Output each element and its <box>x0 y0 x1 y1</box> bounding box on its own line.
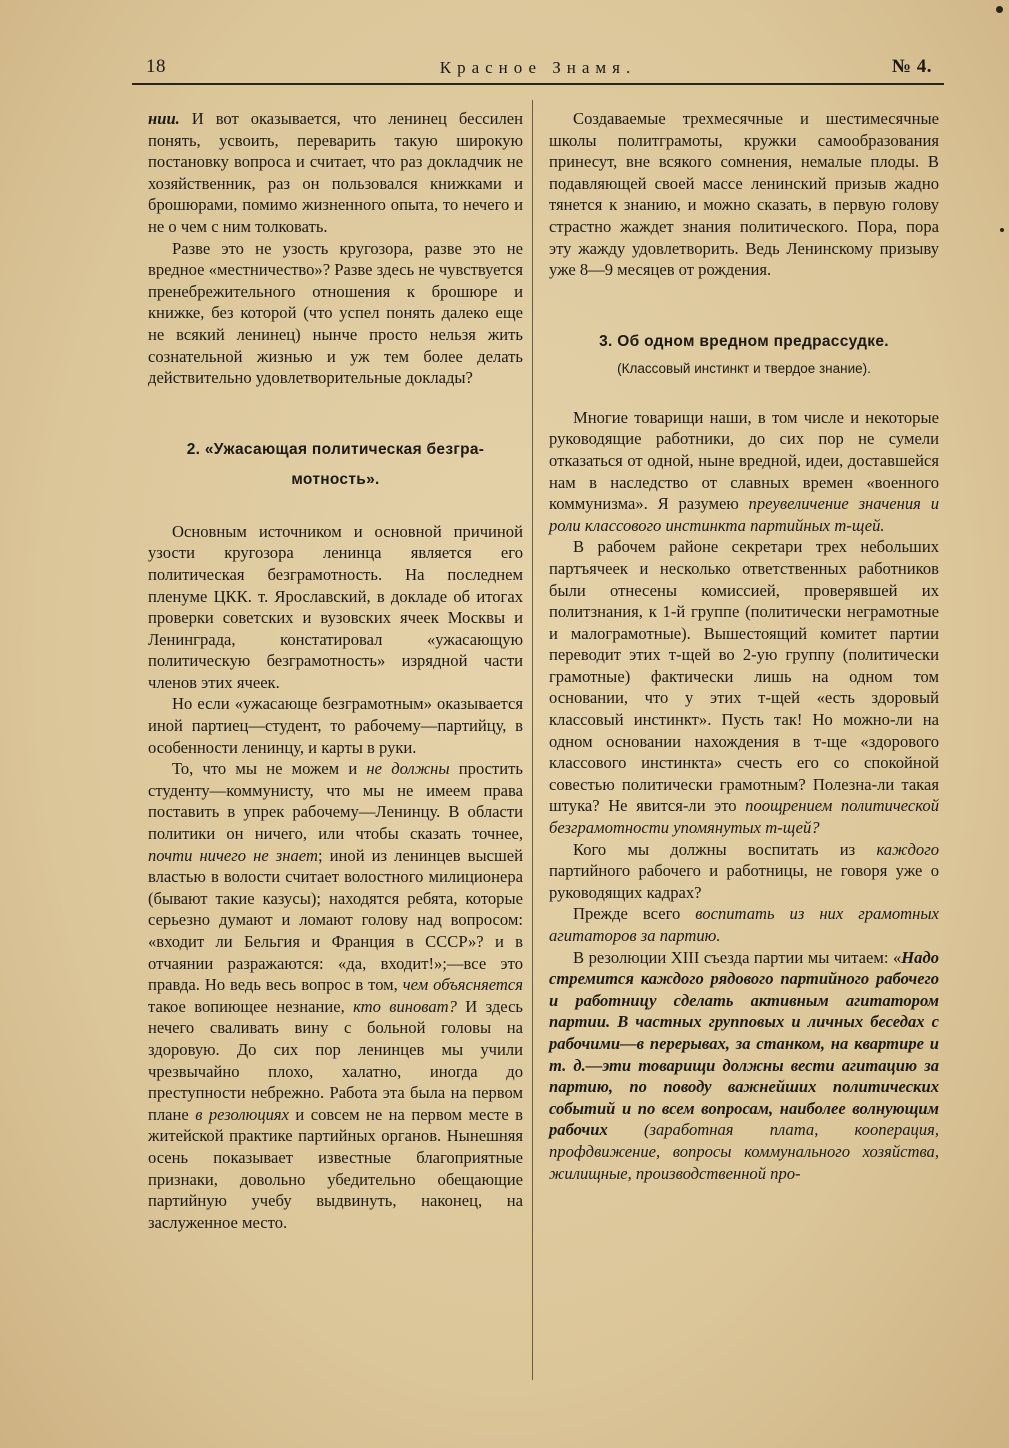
left-column <box>148 108 523 1233</box>
paragraph: Разве это не узость кругозора, разве это не вредное «местничество»? Разве здесь не чувствуется пренебрежительного отношения к брошюре и книжке, без которой (что успел понять далеко еще не всякий ленинец) нынче просто нельзя жить сознательной жизнью и уж тем более делать действительно удовлетворительные доклады? <box>148 238 523 388</box>
text-fragment: простить студенту—коммунисту, что мы не имеем права поставить в упрек рабочему—Ленинцу. В области политики он ничего, или чтобы сказать точнее, <box>148 759 523 844</box>
section-subheading-3: (Классовый инстинкт и твердое знание). <box>617 360 871 376</box>
paragraph <box>549 947 939 1185</box>
heading-line: мотность». <box>291 470 380 488</box>
text-fragment: То, что мы не можем и <box>172 759 367 779</box>
text-fragment: партийного рабочего и работницы, не говоря уже о руководящих кадрах? <box>549 861 939 902</box>
paragraph <box>549 536 939 838</box>
paragraph: Создаваемые трехмесячные и шестимесячные школы политграмоты, кружки самообразования принесут, вне всякого сомнения, немалые плоды. В подавляющей своей массе ленинский призыв жадно тянется к знанию, и можно сказать, в первую голову страстно жаждет знания политического. Пора, пора эту жажду удовлетворить. Ведь Ленинскому призыву уже 8—9 месяцев от рождения. <box>549 109 939 280</box>
header-rule <box>132 83 944 85</box>
italic-fragment: в резолюциях <box>195 1104 290 1124</box>
text-fragment: Прежде всего <box>573 904 696 924</box>
paper-speck <box>1000 228 1004 232</box>
section-heading-3: 3. Об одном вредном предрассудке. <box>599 332 889 350</box>
paper-speck <box>996 6 1003 13</box>
text-fragment: И здесь нечего сваливать вину с больной головы на здоровую. До сих пор ленинцев мы учили чрезвычайно плохо, халатно, иногда до преступности небрежно. Работа эта была на первом плане <box>148 996 523 1124</box>
italic-fragment: (заработная плата, кооперация, профдвижение, вопросы коммунального хозяйства, жилищные, производственной про- <box>549 1120 939 1183</box>
text-fragment: В резолюции XIII съезда партии мы читаем: « <box>573 947 902 967</box>
text-fragment: И вот оказывается, что ленинец бессилен понять, усвоить, переварить такую широкую постановку вопроса и считает, что раз докладчик не хозяйственник, раз он пользовался книжками и брошюрами, помимо жизненного опыта, то нечего и не о чем с ним толковать. <box>148 109 523 236</box>
italic-fragment: чем объясняется <box>402 975 523 995</box>
right-column <box>549 108 939 1184</box>
running-header <box>132 56 944 82</box>
text-fragment: Многие товарищи наши, в том числе и некоторые руководящие работники, до сих пор не сумели отказаться от одной, ныне вредной, идеи, доставшейся нам в наследство от славных времен «военного коммунизма». Я разумею <box>549 407 939 514</box>
column-divider <box>532 100 533 1380</box>
page-number: 18 <box>146 56 166 77</box>
bold-italic-fragment: Надо стремится каждого рядового партийного рабочего и работницу сделать активным агитатором партии. В частных групповых и личных беседах с рабочими—в перерывах, за станком, на квартире и т. д.—эти товарищи должны вести агитацию за партию, по поводу важнейших политических событий и по всем вопросам, наиболее волнующим рабочих <box>549 947 939 1140</box>
paragraph: Основным источником и основной причиной узости кругозора ленинца является его политическая безграмотность. На последнем пленуме ЦКК. т. Ярославский, в докладе об итогах проверки советских и вузовских ячеек Москвы и Ленинграда, констатировал «ужасающую политическую безграмотность» изрядной части членов этих ячеек. <box>148 521 523 692</box>
italic-fragment: преувеличение значения и роли классового инстинкта партийных т-щей. <box>549 494 939 535</box>
issue-number: № 4. <box>891 56 932 77</box>
paragraph <box>148 108 523 238</box>
text-fragment: Кого мы должны воспитать из <box>573 839 877 859</box>
journal-title: Красное Знамя. <box>439 58 637 77</box>
text-fragment: и совсем не на первом месте в житейской практике партийных органов. Нынешняя осень показывает известные благоприятные признаки, довольно убедительно обещающие партийную учебу выдвинуть, наконец, на заслуженное место. <box>148 1104 523 1232</box>
paragraph <box>549 407 939 537</box>
italic-fragment: не должны <box>366 759 450 779</box>
italic-fragment: кто виноват? <box>353 996 457 1016</box>
italic-fragment: воспитать из них грамотных агитаторов за партию. <box>549 904 939 945</box>
italic-fragment: поощрением политической безграмотности упомянутых т-щей? <box>549 796 940 838</box>
paragraph <box>549 903 939 946</box>
text-fragment: ; иной из ленинцев высшей властью в волости считает волостного милиционера (бывают такие казусы); находятся ребята, которые серьезно думают и ломают голову над вопросом: «входит ли Бельгия и Франция в СССР»? и в отчаянии разражаются: «да, входит!»;—все это правда. Но ведь весь вопрос в том, <box>148 845 523 995</box>
paragraph: Но если «ужасающе безграмотным» оказывается иной партиец—студент, то рабочему—партийцу, в особенности ленинцу, и карты в руки. <box>148 694 523 757</box>
italic-fragment: каждого <box>876 839 939 859</box>
section-heading-2 <box>148 435 523 495</box>
italic-fragment: нии. <box>148 109 180 128</box>
italic-fragment: почти ничего не знает <box>148 845 318 865</box>
text-fragment: В рабочем районе секретари трех небольших партъячеек и несколько ответственных работников были отнесены комиссией, проверявшей их политзнания, к 1-й группе (политически неграмотные и малограмотные). Вышестоящий комитет партии переводит этих т-щей во 2-ую группу (политически грамотные) фактически лишь на одном том основании, что у этих т-щей «есть здоровый классовый инстинкт». Пусть так! Но можно-ли на одном основании нахождения в т-ще «здорового классового инстинкта» счесть его со спокойной совестью политически грамотным? Полезна-ли такая штука? Не явится-ли это <box>549 537 939 816</box>
heading-line: 2. «Ужасающая политическая безгра- <box>186 440 485 458</box>
paragraph <box>549 839 939 904</box>
text-fragment: такое вопиющее незнание, <box>148 996 354 1016</box>
paragraph <box>148 758 523 1233</box>
